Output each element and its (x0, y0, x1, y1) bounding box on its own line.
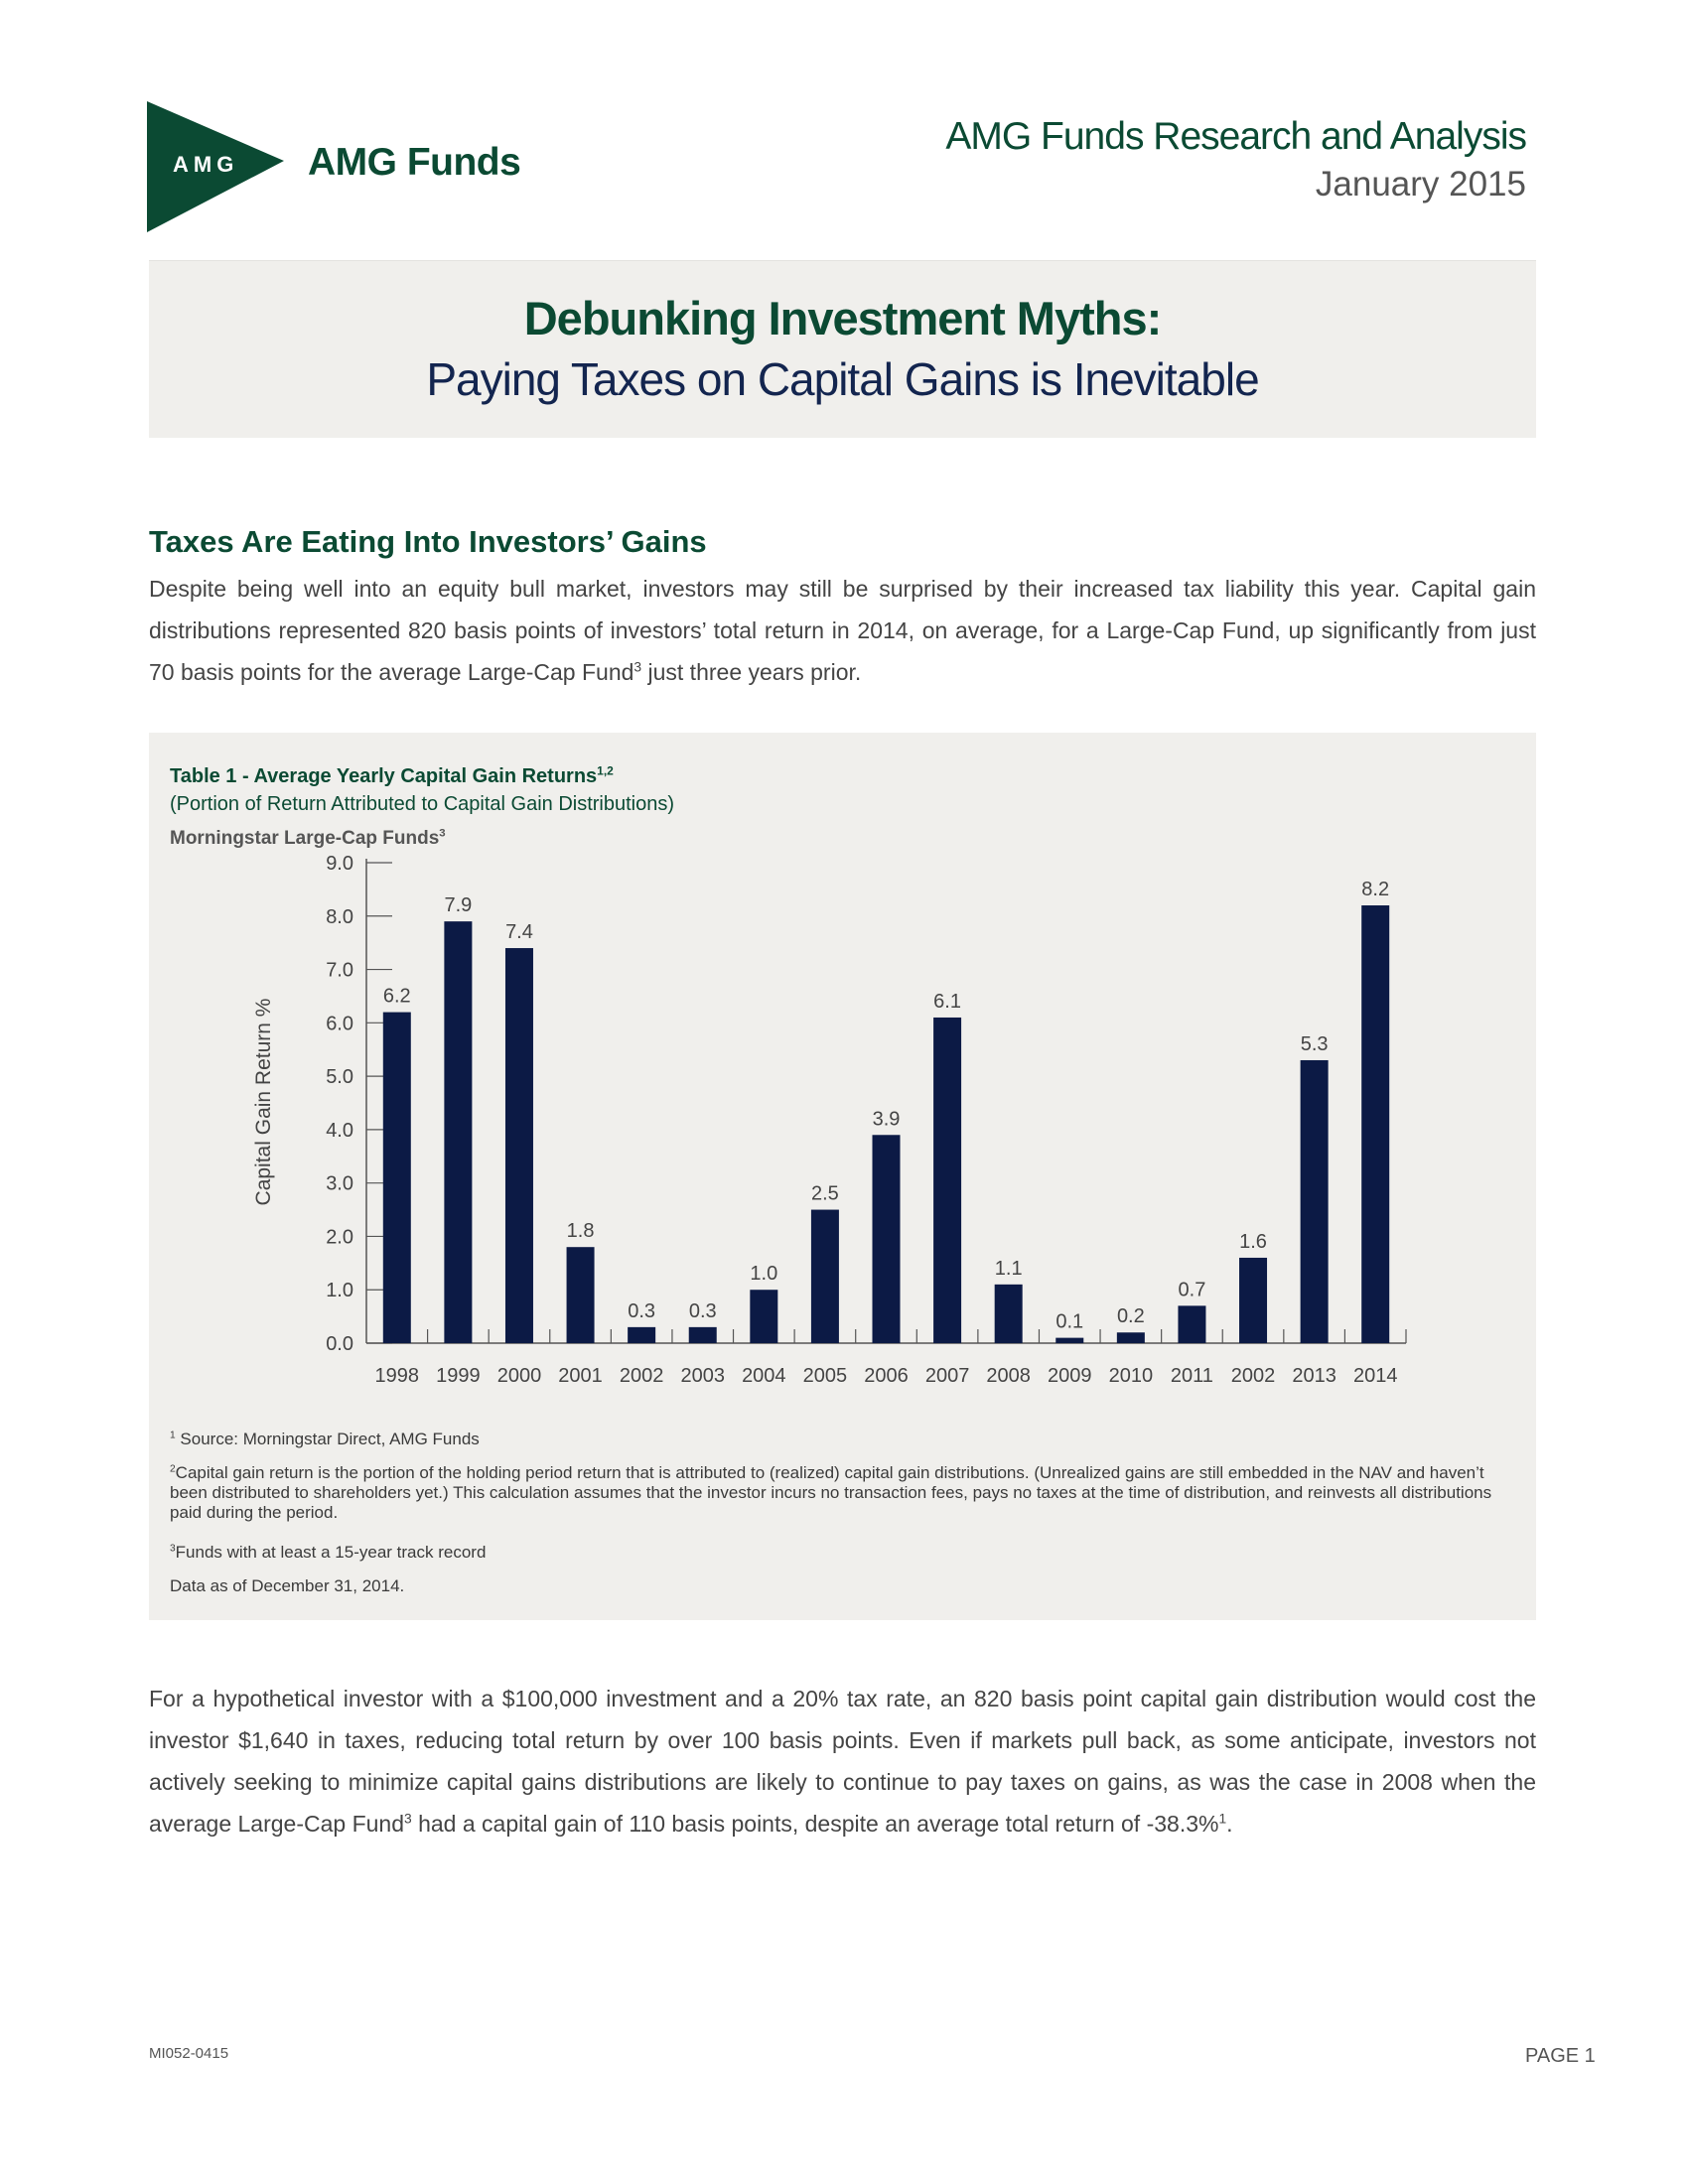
body-text-end: . (1226, 1811, 1233, 1837)
x-tick-label: 2004 (742, 1365, 786, 1387)
x-tick-label: 2013 (1292, 1365, 1336, 1387)
logo-mark-text: AMG (173, 152, 239, 177)
table-subtitle: (Portion of Return Attributed to Capital Gain Distributions) (170, 793, 675, 815)
body-text-middle: had a capital gain of 110 basis points, despite an average total return of -38.3% (411, 1811, 1219, 1837)
bar-2009 (1055, 1338, 1083, 1343)
intro-text-end: just three years prior. (641, 659, 862, 685)
page-number: PAGE 1 (1525, 2045, 1596, 2067)
x-tick-label: 2000 (496, 1365, 542, 1387)
bar-chart (149, 733, 1536, 1447)
data-label: 6.1 (933, 990, 961, 1013)
y-tick-label: 0.0 (326, 1333, 353, 1355)
data-label: 0.2 (1116, 1305, 1145, 1328)
bar-2000 (505, 948, 533, 1343)
body-text: For a hypothetical investor with a $100,000 investment and a 20% tax rate, an 820 basis point capital gain distribution would cost the investor $1,640 in taxes, reducing total return by over 100 basis points. Even if markets pull back, as some anticipate, investors not actively seeking to minimize capital gains distributions are likely to continue to pay taxes on gains, as was the case in 2008 when the average Large-Cap Fund (149, 1686, 1536, 1837)
bar-2014 (1361, 905, 1389, 1343)
bar-2001 (567, 1247, 595, 1343)
data-label: 7.9 (444, 894, 473, 917)
bar-2013 (1301, 1060, 1329, 1343)
y-tick-label: 1.0 (326, 1280, 353, 1302)
brand-name: AMG Funds (308, 141, 521, 184)
document-code: MI052-0415 (149, 2045, 229, 2062)
x-tick-label: 2002 (1230, 1365, 1276, 1387)
bar-2010 (1117, 1332, 1145, 1343)
body-footnote-ref-1: 1 (1218, 1811, 1227, 1827)
report-title: AMG Funds Research and Analysis (945, 115, 1526, 158)
table-title-footnote-ref: 1,2 (597, 763, 614, 778)
x-tick-label: 2005 (802, 1365, 848, 1387)
footnote-3-text: Funds with at least a 15-year track record (175, 1543, 487, 1562)
intro-text: Despite being well into an equity bull market, investors may still be surprised by their increased tax liability this year. Capital gain distributions represented 820 basis points of investors’ total return in 2014, on average, for a Large-Cap Fund, up significantly from just 70 basis points for the average Large-Cap Fund (149, 576, 1536, 685)
chart-panel (149, 733, 1536, 1620)
data-label: 0.3 (688, 1299, 717, 1322)
footnote-2-mark: 2 (170, 1463, 176, 1475)
data-label: 0.3 (628, 1299, 656, 1322)
footnote-1-mark: 1 (170, 1430, 176, 1441)
data-label: 1.8 (566, 1220, 595, 1243)
bar-1999 (444, 921, 472, 1343)
bar-1998 (383, 1013, 411, 1343)
y-axis-label: Capital Gain Return % (252, 998, 275, 1206)
bar-2011 (1178, 1305, 1205, 1343)
data-label: 7.4 (505, 921, 533, 944)
y-tick-label: 9.0 (326, 853, 353, 875)
footnote-3-mark: 3 (170, 1543, 176, 1555)
x-tick-label: 2003 (680, 1365, 725, 1387)
x-tick-label: 2011 (1170, 1365, 1213, 1387)
x-tick-label: 1998 (374, 1365, 420, 1387)
data-label: 1.0 (750, 1263, 778, 1286)
body-footnote-ref-3: 3 (404, 1811, 412, 1827)
x-tick-label: 1999 (436, 1365, 481, 1387)
y-tick-label: 4.0 (326, 1119, 353, 1142)
x-tick-label: 2007 (924, 1365, 970, 1387)
data-label: 1.6 (1239, 1230, 1267, 1253)
y-tick-label: 5.0 (326, 1066, 353, 1089)
y-tick-label: 3.0 (326, 1172, 353, 1195)
x-tick-label: 2009 (1048, 1365, 1092, 1387)
x-tick-label: 2008 (986, 1365, 1031, 1387)
bar-2007 (933, 1018, 961, 1343)
x-tick-label: 2001 (558, 1365, 603, 1387)
y-tick-label: 7.0 (326, 959, 353, 982)
body-paragraph (149, 1678, 1536, 1844)
section-heading: Taxes Are Eating Into Investors’ Gains (149, 524, 707, 559)
data-label: 1.1 (994, 1257, 1023, 1280)
bar-2003 (689, 1327, 717, 1343)
bar-2004 (750, 1290, 777, 1343)
table-title-text: Table 1 - Average Yearly Capital Gain Returns (170, 765, 598, 787)
x-tick-label: 2006 (864, 1365, 909, 1387)
footnote-3 (170, 1543, 1520, 1563)
x-tick-label: 2014 (1352, 1365, 1398, 1387)
footnote-1-text: Source: Morningstar Direct, AMG Funds (180, 1430, 480, 1448)
bar-2002 (628, 1327, 655, 1343)
data-label: 2.5 (811, 1182, 839, 1205)
data-label: 0.1 (1055, 1310, 1084, 1333)
page-subtitle: Paying Taxes on Capital Gains is Inevitable (426, 353, 1259, 405)
y-tick-label: 2.0 (326, 1226, 353, 1249)
report-date: January 2015 (1315, 165, 1526, 204)
bar-2008 (995, 1285, 1023, 1343)
series-title-text: Morningstar Large-Cap Funds (170, 828, 440, 849)
x-tick-label: 2002 (619, 1365, 664, 1387)
footnote-2 (170, 1463, 1520, 1523)
intro-footnote-ref: 3 (633, 659, 642, 675)
page-title: Debunking Investment Myths: (523, 292, 1162, 344)
bar-2005 (811, 1210, 839, 1343)
footnote-2-text: Capital gain return is the portion of the holding period return that is attributed to (realized) capital gain distributions. (Unrealized gains are still embedded in the NAV and haven’t been distributed to shareholders yet.) This calculation assumes that the investor incurs no transaction fees, pays no taxes at the time of distribution, and reinvests all distributions paid during the period. (170, 1463, 1492, 1522)
data-as-of-note: Data as of December 31, 2014. (170, 1576, 405, 1595)
y-tick-label: 8.0 (326, 905, 353, 928)
y-tick-label: 6.0 (326, 1013, 353, 1035)
footnote-1 (170, 1430, 1520, 1449)
data-label: 6.2 (382, 985, 411, 1008)
data-label: 5.3 (1300, 1032, 1329, 1055)
series-title-footnote-ref: 3 (439, 827, 446, 840)
x-tick-label: 2010 (1108, 1365, 1154, 1387)
bar-2002 (1239, 1258, 1267, 1343)
data-label: 3.9 (872, 1108, 901, 1131)
bar-2006 (873, 1135, 901, 1343)
intro-paragraph (149, 568, 1536, 693)
title-banner (149, 260, 1536, 438)
data-label: 8.2 (1361, 879, 1390, 901)
data-label: 0.7 (1178, 1279, 1206, 1301)
